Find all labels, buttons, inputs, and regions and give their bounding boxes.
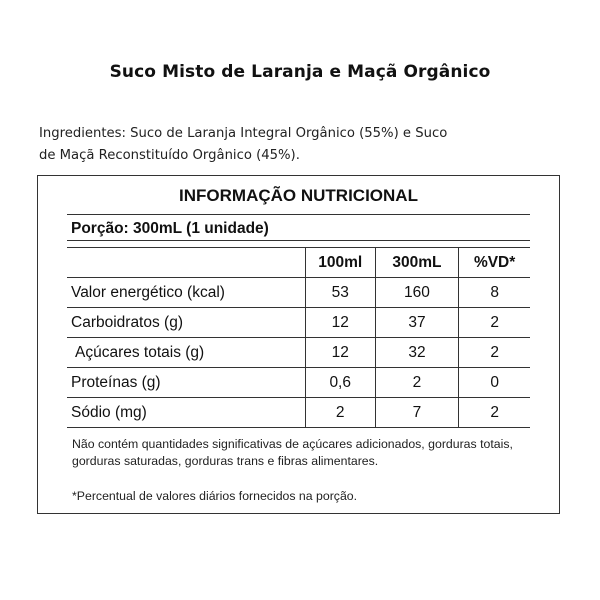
value-300ml: 37 — [375, 308, 459, 338]
nutrient-name: Sódio (mg) — [67, 398, 305, 428]
value-vd: 2 — [459, 338, 530, 368]
nutrient-name: Carboidratos (g) — [67, 308, 305, 338]
value-300ml: 32 — [375, 338, 459, 368]
significance-note — [72, 436, 542, 470]
value-300ml: 2 — [375, 368, 459, 398]
header-100ml: 100ml — [305, 248, 375, 278]
vd-footnote: *Percentual de valores diários fornecidos na porção. — [72, 489, 358, 503]
value-100ml: 2 — [305, 398, 375, 428]
header-300ml: 300mL — [375, 248, 459, 278]
nutrient-name: Proteínas (g) — [67, 368, 305, 398]
value-vd: 2 — [459, 308, 530, 338]
value-vd: 8 — [459, 278, 530, 308]
header-vd: %VD* — [459, 248, 530, 278]
table-row — [67, 368, 530, 398]
value-100ml: 12 — [305, 308, 375, 338]
nutrient-name: Açúcares totais (g) — [67, 338, 305, 368]
ingredients-line-1: Ingredientes: Suco de Laranja Integral Orgânico (55%) e Suco — [39, 126, 448, 141]
value-100ml: 12 — [305, 338, 375, 368]
note-line-1: Não contém quantidades significativas de açúcares adicionados, gorduras totais, — [72, 437, 513, 451]
note-line-2: gorduras saturadas, gorduras trans e fibras alimentares. — [72, 454, 379, 468]
table-row — [67, 398, 530, 428]
nutrition-heading: INFORMAÇÃO NUTRICIONAL — [179, 186, 418, 205]
value-vd: 0 — [459, 368, 530, 398]
product-title: Suco Misto de Laranja e Maçã Orgânico — [109, 62, 491, 82]
table-row — [67, 278, 530, 308]
value-300ml: 160 — [375, 278, 459, 308]
ingredients-line-2: de Maçã Reconstituído Orgânico (45%). — [39, 148, 300, 163]
table-row — [67, 338, 530, 368]
table-row — [67, 308, 530, 338]
value-100ml: 53 — [305, 278, 375, 308]
value-vd: 2 — [459, 398, 530, 428]
value-100ml: 0,6 — [305, 368, 375, 398]
header-nutrient — [67, 248, 305, 278]
table-header-row — [67, 248, 530, 278]
value-300ml: 7 — [375, 398, 459, 428]
nutrition-table — [67, 247, 530, 428]
nutrient-name: Valor energético (kcal) — [67, 278, 305, 308]
portion-size: Porção: 300mL (1 unidade) — [67, 214, 530, 241]
ingredients-text — [39, 123, 499, 167]
nutrition-label — [37, 175, 560, 514]
